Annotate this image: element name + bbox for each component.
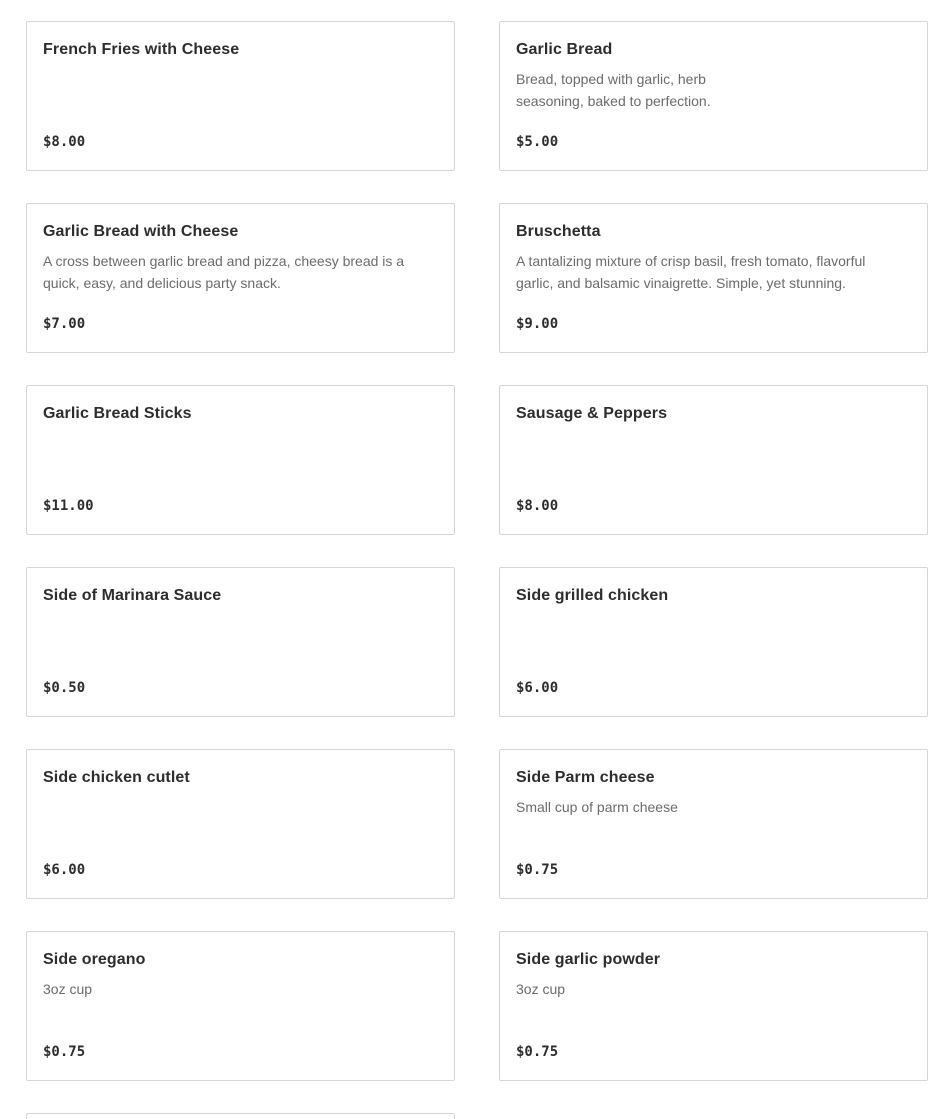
menu-item-price: $7.00 bbox=[43, 316, 86, 332]
menu-item-card[interactable] bbox=[499, 385, 928, 535]
menu-item-card[interactable] bbox=[26, 21, 455, 171]
menu-item-grid bbox=[26, 21, 928, 1119]
menu-item-price: $9.00 bbox=[516, 316, 559, 332]
menu-item-card[interactable] bbox=[26, 385, 455, 535]
menu-item-name: French Fries with Cheese bbox=[43, 41, 240, 58]
menu-item-card[interactable] bbox=[26, 567, 455, 717]
menu-item-card[interactable] bbox=[26, 749, 455, 899]
menu-item-name: Side grilled chicken bbox=[516, 587, 669, 604]
menu-item-card-partial[interactable] bbox=[26, 1113, 455, 1119]
menu-item-price: $0.75 bbox=[43, 1044, 86, 1060]
menu-item-name: Side Parm cheese bbox=[516, 769, 655, 786]
menu-item-name: Side garlic powder bbox=[516, 951, 661, 968]
menu-item-description: 3oz cup bbox=[516, 981, 566, 997]
menu-item-name: Bruschetta bbox=[516, 223, 601, 240]
menu-item-name: Garlic Bread Sticks bbox=[43, 405, 192, 422]
menu-item-description: 3oz cup bbox=[43, 981, 93, 997]
menu-item-card[interactable] bbox=[26, 203, 455, 353]
menu-item-name: Garlic Bread with Cheese bbox=[43, 223, 239, 240]
menu-item-name: Side of Marinara Sauce bbox=[43, 587, 222, 604]
menu-item-card[interactable] bbox=[499, 203, 928, 353]
menu-item-description: A tantalizing mixture of crisp basil, fresh tomato, flavorful garlic, and balsamic vinaigrette. Simple, yet stunning. bbox=[516, 253, 866, 291]
menu-item-price: $8.00 bbox=[43, 134, 86, 150]
menu-item-description: A cross between garlic bread and pizza, cheesy bread is a quick, easy, and delicious party snack. bbox=[43, 253, 405, 291]
menu-item-name: Garlic Bread bbox=[516, 41, 613, 58]
menu-item-card[interactable] bbox=[26, 931, 455, 1081]
menu-item-price: $5.00 bbox=[516, 134, 559, 150]
menu-item-price: $6.00 bbox=[43, 862, 86, 878]
menu-item-name: Sausage & Peppers bbox=[516, 405, 668, 422]
menu-item-price: $11.00 bbox=[43, 498, 94, 514]
menu-item-price: $0.50 bbox=[43, 680, 86, 696]
menu-item-name: Side oregano bbox=[43, 951, 146, 968]
menu-item-description: Bread, topped with garlic, herb seasoning, baked to perfection. bbox=[516, 71, 711, 109]
menu-item-name: Side chicken cutlet bbox=[43, 769, 190, 786]
menu-item-price: $8.00 bbox=[516, 498, 559, 514]
menu-item-card[interactable] bbox=[499, 931, 928, 1081]
menu-item-price: $0.75 bbox=[516, 1044, 559, 1060]
menu-item-price: $6.00 bbox=[516, 680, 559, 696]
menu-item-card[interactable] bbox=[499, 749, 928, 899]
menu-item-description: Small cup of parm cheese bbox=[516, 799, 678, 815]
menu-item-card[interactable] bbox=[499, 567, 928, 717]
menu-item-card[interactable] bbox=[499, 21, 928, 171]
menu-item-price: $0.75 bbox=[516, 862, 559, 878]
